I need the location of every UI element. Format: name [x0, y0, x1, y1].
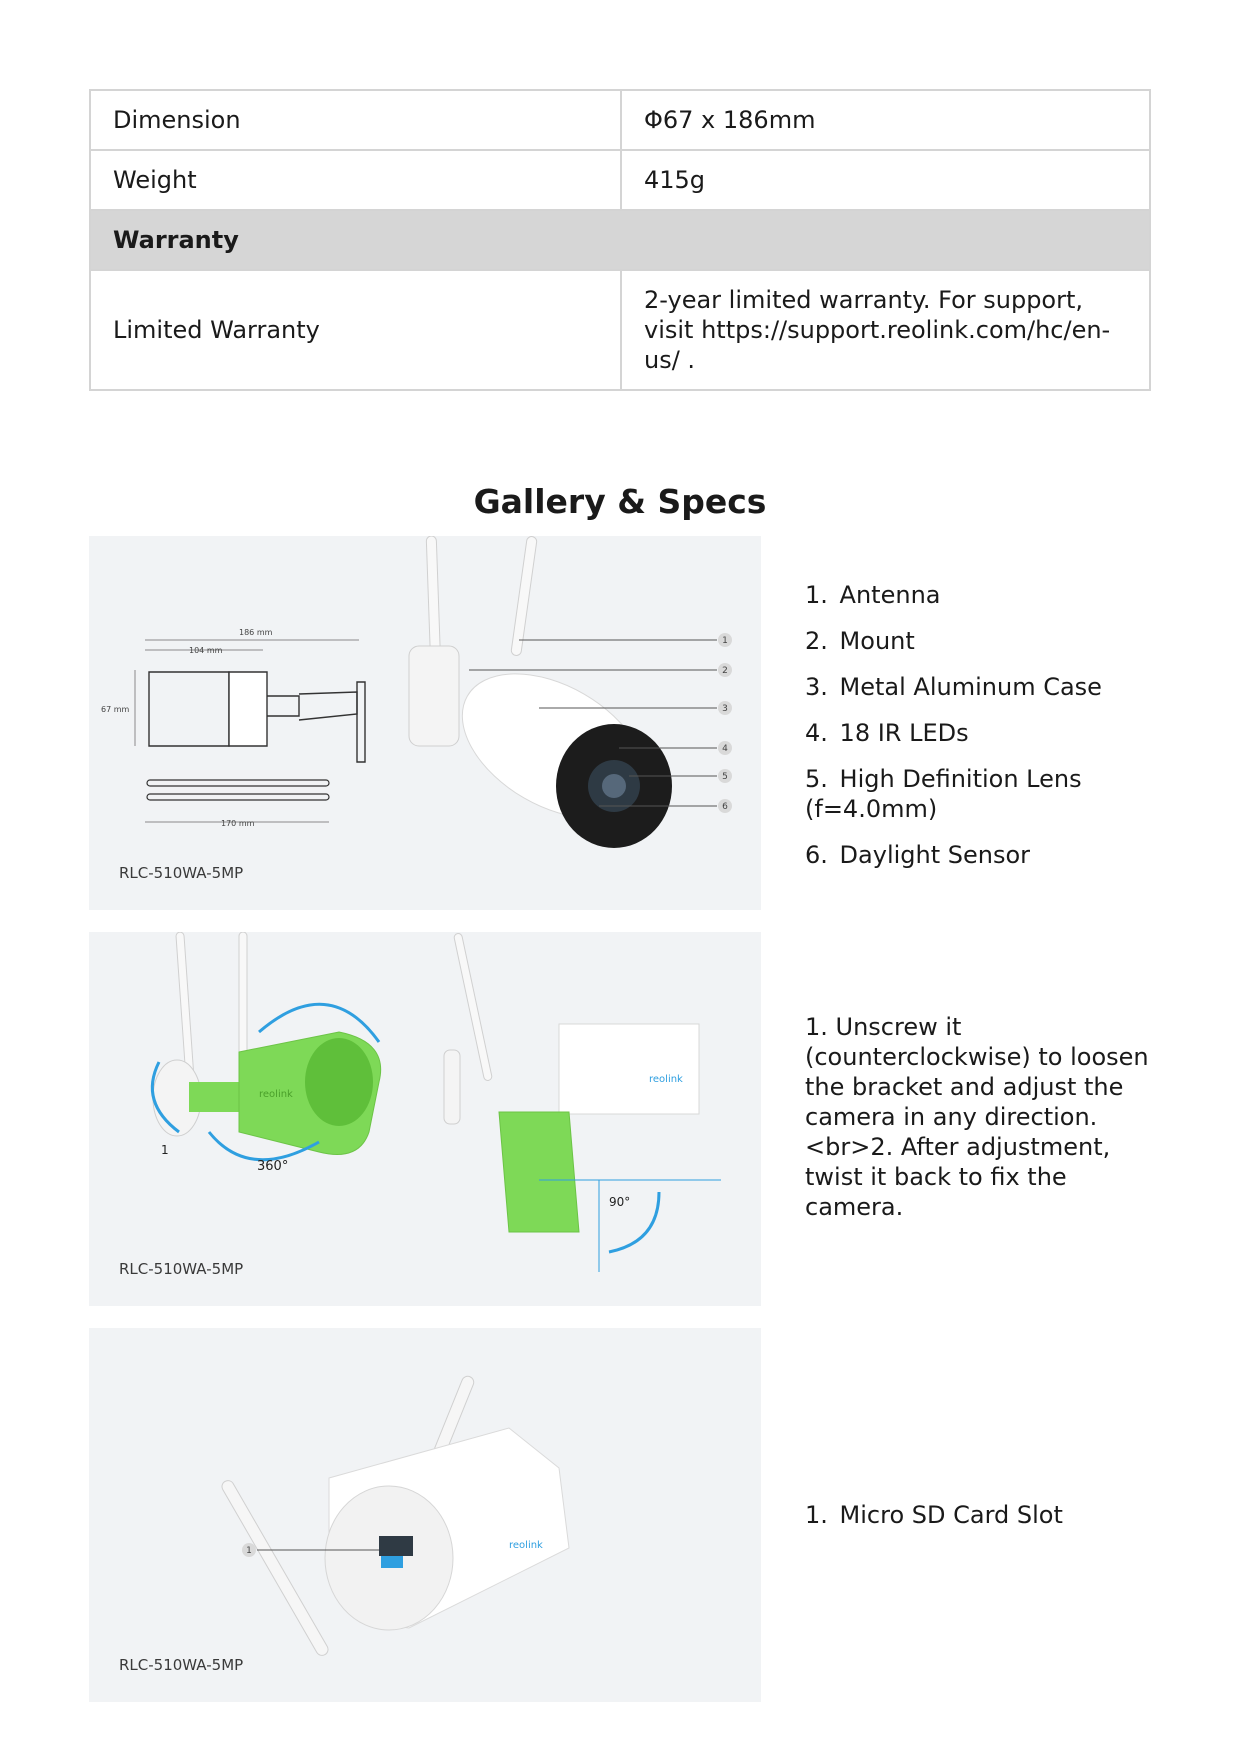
- svg-text:4: 4: [722, 744, 728, 754]
- svg-text:5: 5: [722, 772, 728, 782]
- list-item: 1. Micro SD Card Slot: [805, 1501, 1063, 1529]
- list-item: 6. Daylight Sensor: [805, 841, 1031, 869]
- model-label: RLC-510WA-5MP: [119, 864, 244, 882]
- panel-2-instructions: [805, 1012, 1155, 1222]
- section-heading-warranty: Warranty: [90, 210, 1150, 270]
- svg-text:reolink: reolink: [509, 1540, 543, 1551]
- gallery-image-sd-slot: [89, 1328, 761, 1702]
- camera-illustration: [409, 536, 672, 848]
- gallery-title: Gallery & Specs: [473, 482, 767, 521]
- panel-3-spec-list: [805, 1500, 1155, 1546]
- table-row: [90, 270, 1150, 390]
- spec-value: 2-year limited warranty. For support, visit https://support.reolink.com/hc/en-us/ .: [621, 270, 1150, 390]
- panel-1-spec-list: [805, 580, 1155, 886]
- svg-text:reolink: reolink: [259, 1089, 293, 1100]
- camera-rotate-illustration: [153, 932, 381, 1155]
- list-item: 2. Mount: [805, 627, 915, 655]
- camera-underside-illustration: [220, 1374, 569, 1657]
- dim-height-label: 67 mm: [101, 705, 130, 714]
- rotation-label: 360°: [257, 1159, 289, 1174]
- camera-side-view: [149, 672, 365, 762]
- antenna-line-drawing: [147, 780, 329, 800]
- spec-table: [89, 89, 1151, 391]
- tilt-label: 90°: [609, 1195, 631, 1209]
- step-label: 1: [161, 1143, 169, 1157]
- table-row: [90, 90, 1150, 150]
- adjustment-instructions: 1. Unscrew it (counterclockwise) to loosen the bracket and adjust the camera in any direction.<br>2. After adjustment, twist it back to fix the camera.: [805, 1013, 1149, 1221]
- gallery-image-dimensions: [89, 536, 761, 910]
- gallery-image-adjustment: [89, 932, 761, 1306]
- dim-body-label: 104 mm: [189, 646, 223, 655]
- svg-text:3: 3: [722, 704, 728, 714]
- svg-text:6: 6: [722, 802, 728, 812]
- camera-diagram: [89, 536, 761, 910]
- camera-adjust-diagram: [89, 932, 761, 1306]
- callout-number: 1: [246, 1546, 252, 1556]
- spec-label: Dimension: [90, 90, 621, 150]
- dim-total-label: 186 mm: [239, 628, 273, 637]
- spec-label: Limited Warranty: [90, 270, 621, 390]
- svg-text:1: 1: [722, 636, 728, 646]
- svg-text:2: 2: [722, 666, 728, 676]
- list-item: 3. Metal Aluminum Case: [805, 673, 1102, 701]
- list-item: 4. 18 IR LEDs: [805, 719, 969, 747]
- spec-label: Weight: [90, 150, 621, 210]
- table-row: [90, 150, 1150, 210]
- list-item: 5. High Definition Lens (f=4.0mm): [805, 765, 1082, 823]
- spec-value: 415g: [621, 150, 1150, 210]
- dim-antenna-label: 170 mm: [221, 819, 255, 828]
- table-section-row: [90, 210, 1150, 270]
- spec-value: Φ67 x 186mm: [621, 90, 1150, 150]
- camera-tilt-illustration: [444, 933, 721, 1272]
- svg-text:reolink: reolink: [649, 1074, 683, 1085]
- model-label: RLC-510WA-5MP: [119, 1656, 244, 1674]
- camera-sd-diagram: [89, 1328, 761, 1702]
- callout-markers: [718, 633, 732, 813]
- model-label: RLC-510WA-5MP: [119, 1260, 244, 1278]
- list-item: 1. Antenna: [805, 581, 941, 609]
